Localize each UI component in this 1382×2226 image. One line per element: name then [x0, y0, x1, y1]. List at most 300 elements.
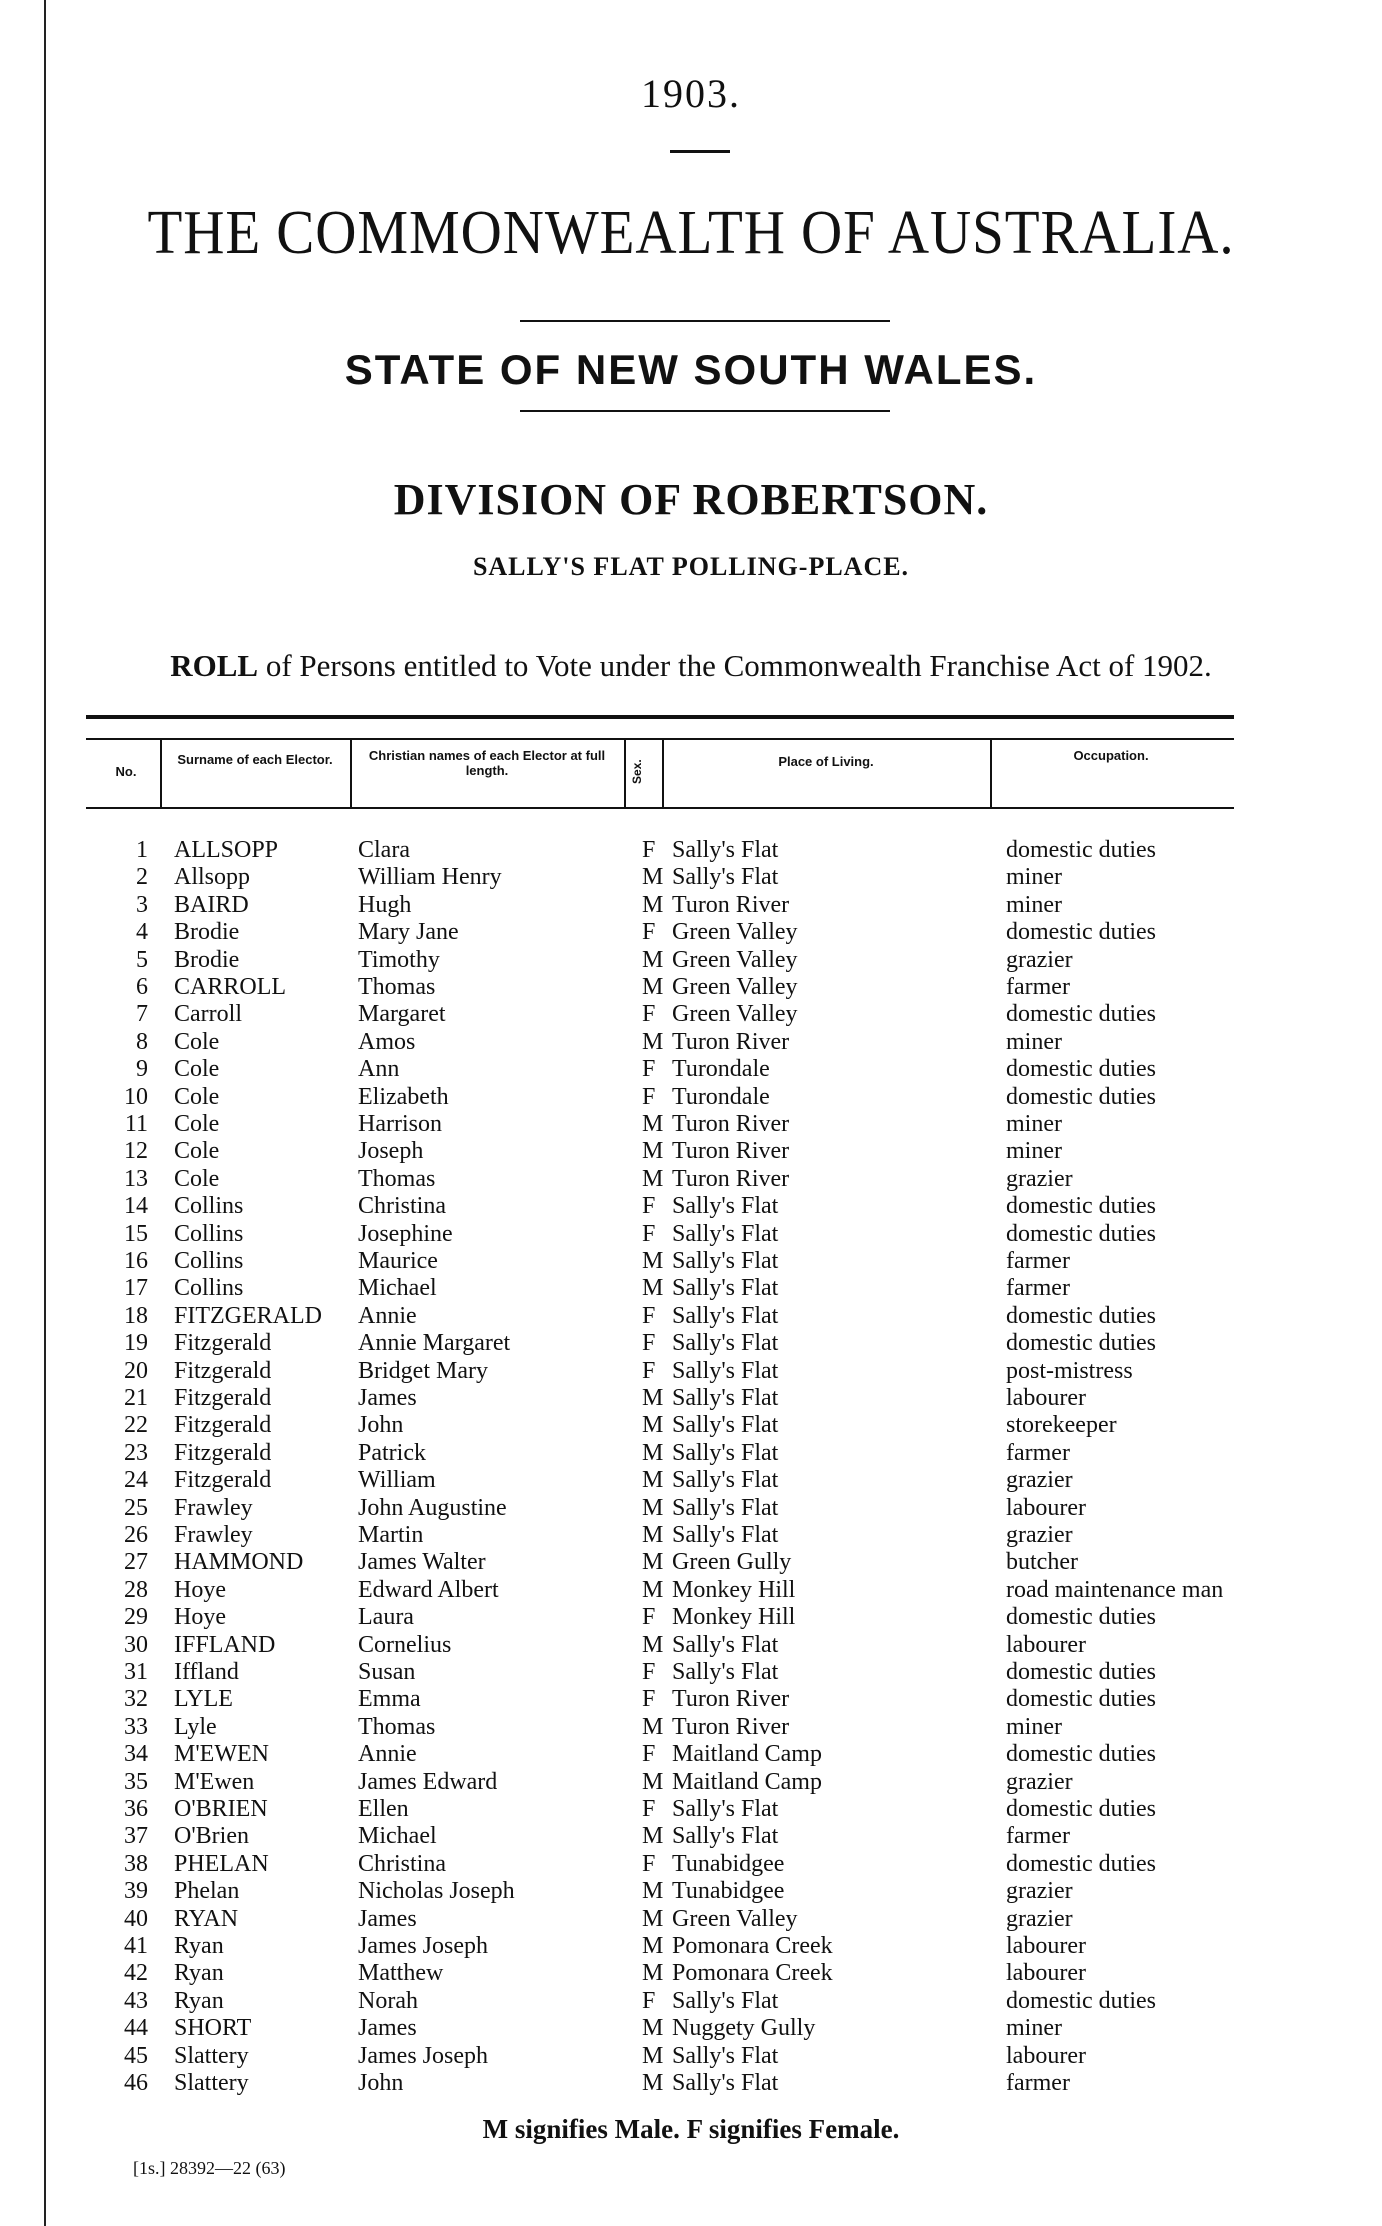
table-row	[0, 1714, 1382, 1741]
row-christian-names: John	[358, 1412, 404, 1439]
row-surname: O'Brien	[174, 1823, 249, 1850]
row-christian-names: James Joseph	[358, 2042, 488, 2069]
row-sex: M	[642, 1768, 664, 1795]
divider-short	[670, 150, 730, 153]
row-sex: F	[642, 1686, 656, 1713]
row-number: 26	[124, 1522, 148, 1548]
row-place-of-living: Turondale	[672, 1056, 770, 1083]
row-place-of-living: Sally's Flat	[672, 1631, 779, 1658]
table-row	[0, 1001, 1382, 1028]
row-surname: ALLSOPP	[174, 837, 279, 863]
row-surname: HAMMOND	[174, 1549, 304, 1576]
roll-title-rest: of Persons entitled to Vote under the Commonwealth Franchise Act of 1902.	[258, 648, 1212, 683]
row-sex: M	[642, 1439, 664, 1466]
column-divider	[160, 740, 162, 807]
row-sex: M	[642, 974, 664, 1000]
row-occupation: miner	[1006, 1111, 1062, 1137]
row-place-of-living: Sally's Flat	[672, 1220, 779, 1247]
row-number: 40	[124, 1905, 148, 1932]
row-place-of-living: Turon River	[672, 891, 790, 918]
row-christian-names: James Joseph	[358, 1933, 488, 1959]
row-christian-names: Susan	[358, 1659, 416, 1685]
row-christian-names: Josephine	[358, 1220, 453, 1247]
row-sex: F	[642, 1741, 656, 1768]
roll-title-bold: ROLL	[170, 648, 259, 683]
row-number: 10	[124, 1083, 148, 1110]
row-number: 19	[124, 1330, 148, 1357]
row-occupation: storekeeper	[1006, 1412, 1117, 1439]
row-occupation: domestic duties	[1006, 1001, 1156, 1028]
row-sex: F	[642, 919, 656, 946]
row-place-of-living: Monkey Hill	[672, 1576, 796, 1603]
row-christian-names: Clara	[358, 837, 410, 863]
row-number: 1	[136, 837, 148, 863]
row-occupation: domestic duties	[1006, 1741, 1156, 1768]
row-christian-names: Mary Jane	[358, 919, 459, 946]
row-surname: CARROLL	[174, 974, 287, 1000]
row-christian-names: William	[358, 1467, 436, 1494]
row-sex: M	[642, 1576, 664, 1603]
row-surname: Iffland	[174, 1659, 239, 1685]
row-occupation: domestic duties	[1006, 1330, 1156, 1357]
row-occupation: grazier	[1006, 1905, 1073, 1932]
row-surname: SHORT	[174, 2015, 252, 2042]
row-number: 29	[124, 1604, 148, 1631]
row-place-of-living: Turon River	[672, 1138, 790, 1165]
row-christian-names: James Edward	[358, 1768, 498, 1795]
row-christian-names: Norah	[358, 1987, 418, 2014]
row-christian-names: Maurice	[358, 1248, 438, 1274]
row-occupation: domestic duties	[1006, 1604, 1156, 1631]
row-place-of-living: Turon River	[672, 1028, 790, 1055]
row-sex: F	[642, 1083, 656, 1110]
table-row	[0, 1330, 1382, 1357]
row-sex: M	[642, 1111, 664, 1137]
row-surname: Fitzgerald	[174, 1385, 272, 1411]
row-occupation: labourer	[1006, 1494, 1086, 1521]
row-place-of-living: Tunabidgee	[672, 1878, 785, 1905]
row-place-of-living: Sally's Flat	[672, 1302, 779, 1329]
row-sex: F	[642, 1357, 656, 1384]
row-occupation: domestic duties	[1006, 1796, 1156, 1822]
row-surname: Ryan	[174, 1987, 224, 2014]
table-row	[0, 1467, 1382, 1494]
table-row	[0, 1741, 1382, 1768]
row-number: 9	[136, 1056, 148, 1083]
row-place-of-living: Sally's Flat	[672, 1248, 779, 1274]
column-divider	[990, 740, 992, 807]
row-christian-names: Nicholas Joseph	[358, 1878, 515, 1905]
row-sex: F	[642, 1001, 656, 1028]
row-number: 23	[124, 1439, 148, 1466]
row-sex: M	[642, 1385, 664, 1411]
row-number: 45	[124, 2042, 148, 2069]
table-row	[0, 1933, 1382, 1960]
row-place-of-living: Sally's Flat	[672, 1330, 779, 1357]
row-number: 13	[124, 1165, 148, 1192]
row-number: 37	[124, 1823, 148, 1850]
row-surname: Collins	[174, 1220, 244, 1247]
row-sex: M	[642, 1165, 664, 1192]
row-occupation: grazier	[1006, 1165, 1073, 1192]
row-number: 3	[136, 891, 148, 918]
row-sex: M	[642, 2015, 664, 2042]
row-number: 4	[136, 919, 148, 946]
row-sex: M	[642, 1905, 664, 1932]
row-sex: M	[642, 2042, 664, 2069]
row-number: 24	[124, 1467, 148, 1494]
row-place-of-living: Sally's Flat	[672, 1823, 779, 1850]
row-sex: F	[642, 1330, 656, 1357]
column-divider	[662, 740, 664, 807]
table-row	[0, 1193, 1382, 1220]
row-place-of-living: Sally's Flat	[672, 1385, 779, 1411]
row-surname: BAIRD	[174, 891, 249, 918]
row-christian-names: Annie	[358, 1741, 417, 1768]
table-row	[0, 1248, 1382, 1275]
row-surname: M'Ewen	[174, 1768, 255, 1795]
row-christian-names: Michael	[358, 1823, 437, 1850]
row-number: 41	[124, 1933, 148, 1959]
table-row	[0, 1385, 1382, 1412]
row-number: 17	[124, 1275, 148, 1302]
row-christian-names: Annie Margaret	[358, 1330, 511, 1357]
row-surname: Hoye	[174, 1576, 226, 1603]
row-occupation: labourer	[1006, 1631, 1086, 1658]
header-surname: Surname of each Elector.	[177, 752, 333, 767]
row-surname: Frawley	[174, 1494, 253, 1521]
table-row	[0, 1906, 1382, 1933]
table-row	[0, 2070, 1382, 2097]
table-row	[0, 1769, 1382, 1796]
row-number: 7	[136, 1001, 148, 1028]
row-place-of-living: Monkey Hill	[672, 1604, 796, 1631]
row-place-of-living: Green Gully	[672, 1549, 792, 1576]
row-occupation: domestic duties	[1006, 919, 1156, 946]
row-christian-names: Hugh	[358, 891, 412, 918]
row-occupation: grazier	[1006, 1467, 1073, 1494]
row-occupation: domestic duties	[1006, 1302, 1156, 1329]
row-number: 8	[136, 1028, 148, 1055]
row-place-of-living: Sally's Flat	[672, 1439, 779, 1466]
row-occupation: labourer	[1006, 2042, 1086, 2069]
row-place-of-living: Green Valley	[672, 974, 798, 1000]
row-sex: F	[642, 1604, 656, 1631]
row-number: 42	[124, 1960, 148, 1987]
row-place-of-living: Sally's Flat	[672, 2042, 779, 2069]
state-heading: STATE OF NEW SOUTH WALES.	[344, 346, 1038, 393]
table-row	[0, 1440, 1382, 1467]
row-place-of-living: Sally's Flat	[672, 1494, 779, 1521]
row-surname: Brodie	[174, 919, 240, 946]
table-row	[0, 1412, 1382, 1439]
row-number: 36	[124, 1796, 148, 1822]
row-number: 30	[124, 1631, 148, 1658]
table-row	[0, 2015, 1382, 2042]
row-place-of-living: Turon River	[672, 1686, 790, 1713]
row-occupation: farmer	[1006, 1439, 1070, 1466]
row-occupation: grazier	[1006, 1878, 1073, 1905]
table-row	[0, 1686, 1382, 1713]
row-place-of-living: Sally's Flat	[672, 1659, 779, 1685]
row-number: 34	[124, 1741, 148, 1768]
row-occupation: labourer	[1006, 1960, 1086, 1987]
division-heading: DIVISION OF ROBERTSON.	[393, 475, 989, 524]
row-sex: M	[642, 2070, 664, 2096]
column-divider	[350, 740, 352, 807]
row-number: 35	[124, 1768, 148, 1795]
row-surname: FITZGERALD	[174, 1302, 322, 1329]
row-number: 21	[124, 1385, 148, 1411]
row-sex: M	[642, 891, 664, 918]
row-number: 15	[124, 1220, 148, 1247]
row-occupation: labourer	[1006, 1385, 1086, 1411]
row-sex: M	[642, 1467, 664, 1494]
table-top-rule	[86, 715, 1234, 719]
row-christian-names: James	[358, 1385, 417, 1411]
header-christian: Christian names of each Elector at full length.	[368, 748, 606, 778]
row-number: 43	[124, 1987, 148, 2014]
row-place-of-living: Turondale	[672, 1083, 770, 1110]
row-sex: M	[642, 1713, 664, 1740]
table-row	[0, 919, 1382, 946]
row-place-of-living: Turon River	[672, 1111, 790, 1137]
row-number: 12	[124, 1138, 148, 1165]
row-place-of-living: Green Valley	[672, 919, 798, 946]
table-row	[0, 1111, 1382, 1138]
row-christian-names: John Augustine	[358, 1494, 507, 1521]
row-number: 28	[124, 1576, 148, 1603]
row-christian-names: Emma	[358, 1686, 421, 1713]
row-number: 44	[124, 2015, 148, 2042]
row-christian-names: Ellen	[358, 1796, 409, 1822]
row-sex: M	[642, 1412, 664, 1439]
row-place-of-living: Turon River	[672, 1713, 790, 1740]
row-place-of-living: Maitland Camp	[672, 1741, 822, 1768]
row-christian-names: James Walter	[358, 1549, 486, 1576]
row-sex: F	[642, 1193, 656, 1220]
row-number: 33	[124, 1713, 148, 1740]
row-place-of-living: Sally's Flat	[672, 1412, 779, 1439]
row-place-of-living: Sally's Flat	[672, 1193, 779, 1220]
row-sex: F	[642, 1220, 656, 1247]
row-surname: Fitzgerald	[174, 1357, 272, 1384]
row-number: 5	[136, 946, 148, 973]
row-christian-names: Christina	[358, 1850, 446, 1877]
table-row	[0, 1659, 1382, 1686]
row-sex: M	[642, 1522, 664, 1548]
row-sex: F	[642, 1987, 656, 2014]
table-row	[0, 1056, 1382, 1083]
row-surname: Ryan	[174, 1933, 224, 1959]
row-occupation: miner	[1006, 891, 1062, 918]
row-christian-names: Joseph	[358, 1138, 424, 1165]
row-surname: Fitzgerald	[174, 1330, 272, 1357]
divider-bottom	[520, 410, 890, 412]
header-no: No.	[115, 764, 137, 779]
row-christian-names: Margaret	[358, 1001, 446, 1028]
row-place-of-living: Tunabidgee	[672, 1850, 785, 1877]
row-number: 22	[124, 1412, 148, 1439]
row-christian-names: Amos	[358, 1028, 416, 1055]
row-christian-names: Laura	[358, 1604, 414, 1631]
row-christian-names: Timothy	[358, 946, 440, 973]
row-sex: M	[642, 1960, 664, 1987]
row-occupation: domestic duties	[1006, 1220, 1156, 1247]
row-number: 38	[124, 1850, 148, 1877]
row-surname: O'BRIEN	[174, 1796, 268, 1822]
row-occupation: butcher	[1006, 1549, 1078, 1576]
row-occupation: miner	[1006, 864, 1062, 891]
row-occupation: domestic duties	[1006, 1659, 1156, 1685]
row-christian-names: Martin	[358, 1522, 424, 1548]
column-divider	[624, 740, 626, 807]
table-row	[0, 1275, 1382, 1302]
row-place-of-living: Sally's Flat	[672, 2070, 779, 2096]
row-place-of-living: Sally's Flat	[672, 1522, 779, 1548]
row-sex: F	[642, 837, 656, 863]
row-occupation: road maintenance man	[1006, 1576, 1224, 1603]
row-number: 39	[124, 1878, 148, 1905]
row-place-of-living: Sally's Flat	[672, 1987, 779, 2014]
row-christian-names: Thomas	[358, 974, 436, 1000]
row-surname: Cole	[174, 1056, 220, 1083]
row-place-of-living: Maitland Camp	[672, 1768, 822, 1795]
table-header-top-rule	[86, 738, 1234, 740]
row-surname: Allsopp	[174, 864, 251, 891]
row-surname: Collins	[174, 1193, 244, 1220]
header-sex: Sex.	[630, 759, 644, 785]
table-row	[0, 1577, 1382, 1604]
row-sex: M	[642, 864, 664, 891]
table-header-bottom-rule	[86, 807, 1234, 809]
row-occupation: farmer	[1006, 974, 1070, 1000]
row-surname: Cole	[174, 1111, 220, 1137]
row-sex: M	[642, 1138, 664, 1165]
row-christian-names: Christina	[358, 1193, 446, 1220]
row-occupation: grazier	[1006, 1768, 1073, 1795]
row-place-of-living: Sally's Flat	[672, 1467, 779, 1494]
table-row	[0, 1522, 1382, 1549]
polling-place-heading: SALLY'S FLAT POLLING-PLACE.	[472, 552, 910, 581]
row-occupation: domestic duties	[1006, 1850, 1156, 1877]
row-occupation: miner	[1006, 1713, 1062, 1740]
row-sex: M	[642, 1275, 664, 1302]
row-surname: Lyle	[174, 1713, 217, 1740]
row-place-of-living: Turon River	[672, 1165, 790, 1192]
table-row	[0, 892, 1382, 919]
row-surname: Frawley	[174, 1522, 253, 1548]
row-place-of-living: Sally's Flat	[672, 837, 779, 863]
row-surname: Collins	[174, 1275, 244, 1302]
row-sex: M	[642, 1823, 664, 1850]
row-sex: F	[642, 1056, 656, 1083]
row-place-of-living: Green Valley	[672, 946, 798, 973]
row-christian-names: Harrison	[358, 1111, 442, 1137]
row-sex: M	[642, 946, 664, 973]
row-number: 27	[124, 1549, 148, 1576]
table-row	[0, 947, 1382, 974]
row-surname: Fitzgerald	[174, 1412, 272, 1439]
row-surname: Hoye	[174, 1604, 226, 1631]
row-sex: M	[642, 1248, 664, 1274]
row-number: 6	[136, 974, 148, 1000]
row-surname: RYAN	[174, 1905, 239, 1932]
row-christian-names: Elizabeth	[358, 1083, 449, 1110]
row-christian-names: Bridget Mary	[358, 1357, 488, 1384]
row-place-of-living: Pomonara Creek	[672, 1933, 833, 1959]
table-row	[0, 1988, 1382, 2015]
table-row	[0, 1084, 1382, 1111]
row-place-of-living: Sally's Flat	[672, 1796, 779, 1822]
row-place-of-living: Sally's Flat	[672, 864, 779, 891]
table-row	[0, 1878, 1382, 1905]
row-christian-names: Thomas	[358, 1165, 436, 1192]
row-surname: Slattery	[174, 2070, 249, 2096]
row-surname: Fitzgerald	[174, 1439, 272, 1466]
row-number: 14	[124, 1193, 148, 1220]
row-place-of-living: Sally's Flat	[672, 1275, 779, 1302]
row-surname: Carroll	[174, 1001, 242, 1028]
row-surname: M'EWEN	[174, 1741, 269, 1768]
row-surname: Collins	[174, 1248, 244, 1274]
row-christian-names: Matthew	[358, 1960, 444, 1987]
row-occupation: grazier	[1006, 946, 1073, 973]
divider-top	[520, 320, 890, 322]
row-number: 32	[124, 1686, 148, 1713]
table-row	[0, 2043, 1382, 2070]
table-row	[0, 1029, 1382, 1056]
legend: M signifies Male. F signifies Female.	[482, 2114, 900, 2144]
table-row	[0, 1960, 1382, 1987]
footer-reference: [1s.] 28392—22 (63)	[133, 2158, 286, 2178]
row-number: 11	[124, 1111, 148, 1137]
row-christian-names: Annie	[358, 1302, 417, 1329]
table-row	[0, 837, 1382, 864]
row-sex: F	[642, 1796, 656, 1822]
table-row	[0, 1549, 1382, 1576]
row-surname: Cole	[174, 1083, 220, 1110]
row-surname: Cole	[174, 1028, 220, 1055]
row-place-of-living: Green Valley	[672, 1905, 798, 1932]
table-row	[0, 974, 1382, 1001]
row-surname: Ryan	[174, 1960, 224, 1987]
row-surname: Fitzgerald	[174, 1467, 272, 1494]
row-occupation: miner	[1006, 1028, 1062, 1055]
row-number: 46	[124, 2070, 148, 2096]
row-christian-names: James	[358, 2015, 417, 2042]
row-number: 20	[124, 1357, 148, 1384]
row-sex: F	[642, 1302, 656, 1329]
row-surname: IFFLAND	[174, 1631, 276, 1658]
page-title: THE COMMONWEALTH OF AUSTRALIA.	[147, 199, 1235, 267]
row-place-of-living: Pomonara Creek	[672, 1960, 833, 1987]
row-place-of-living: Sally's Flat	[672, 1357, 779, 1384]
row-occupation: farmer	[1006, 1823, 1070, 1850]
row-place-of-living: Green Valley	[672, 1001, 798, 1028]
table-row	[0, 1166, 1382, 1193]
row-christian-names: James	[358, 1905, 417, 1932]
row-occupation: miner	[1006, 1138, 1062, 1165]
row-sex: M	[642, 1549, 664, 1576]
roll-title	[0, 648, 1382, 684]
row-occupation: labourer	[1006, 1933, 1086, 1959]
row-occupation: farmer	[1006, 1275, 1070, 1302]
row-occupation: farmer	[1006, 2070, 1070, 2096]
row-surname: Slattery	[174, 2042, 249, 2069]
table-row	[0, 1495, 1382, 1522]
row-number: 16	[124, 1248, 148, 1274]
